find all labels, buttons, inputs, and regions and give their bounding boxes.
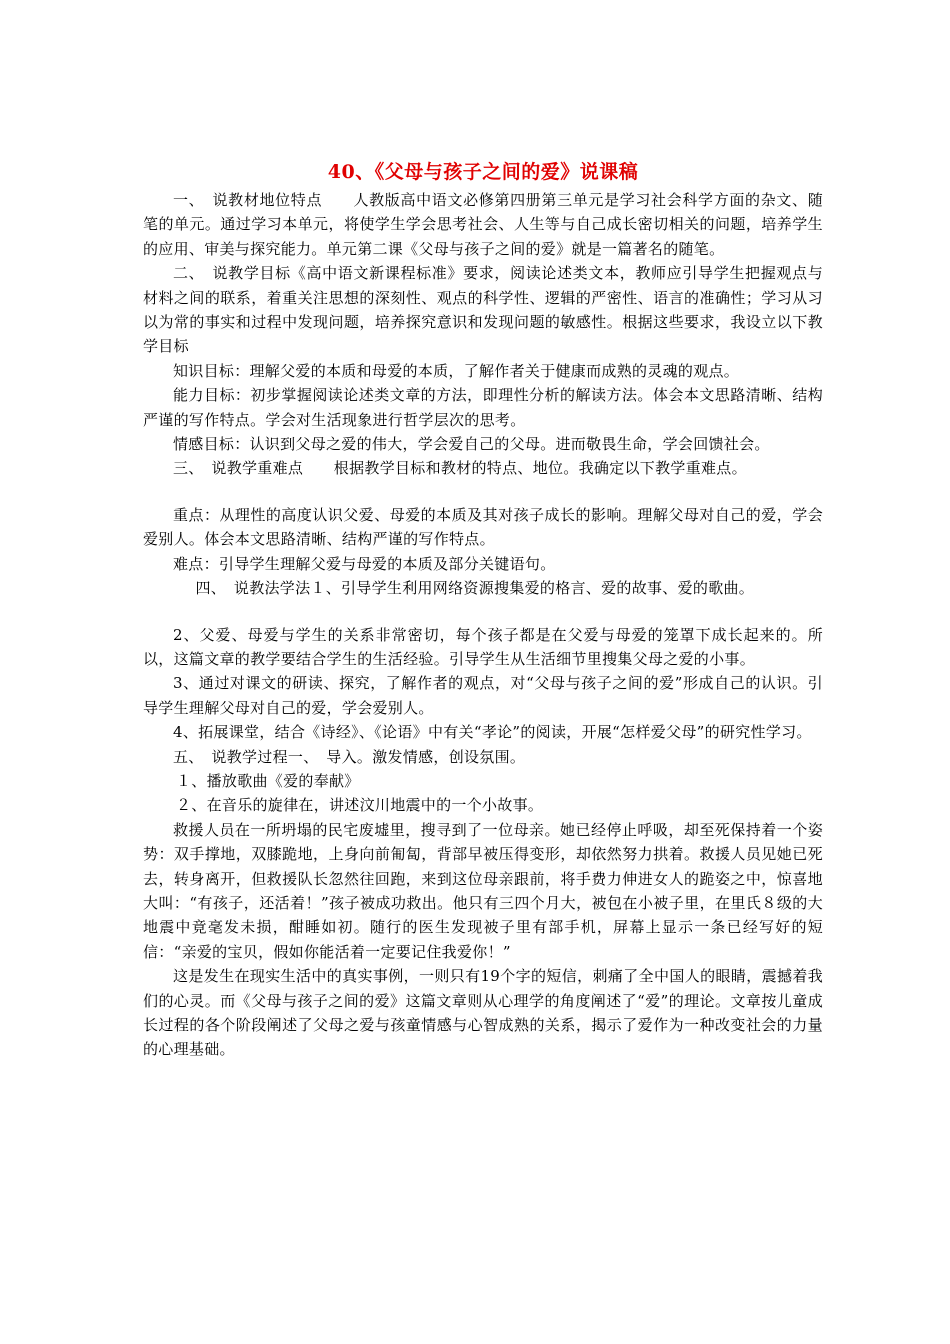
method-item-3: 3、通过对课文的研读、探究，了解作者的观点，对“父母与孩子之间的爱”形成自己的认识。引导学生理解父母对自己的爱，学会爱别人。: [143, 674, 823, 717]
difficult-point: 难点：引导学生理解父爱与母爱的本质及部分关键语句。: [173, 554, 556, 573]
goal-ability: 能力目标：初步掌握阅读论述类文章的方法，即理性分析的解读方法。体会本文思路清晰、结构严谨的写作特点。学会对生活现象进行哲学层次的思考。: [143, 386, 823, 429]
section-3-key-points: 三、 说教学重难点 根据教学目标和教材的特点、地位。我确定以下教学重难点。: [173, 459, 747, 478]
story-paragraph: 救援人员在一所坍塌的民宅废墟里，搜寻到了一位母亲。她已经停止呼吸，却至死保持着一个姿势：双手撑地，双膝跪地，上身向前匍匐，背部早被压得变形，却依然努力拱着。救援人员见她已死去，转身离开，但救援队长忽然往回跑，来到这位母亲跟前，将手费力伸进女人的跪姿之中，惊喜地大叫：“有孩子，还活着！”孩子被成功救出。他只有三四个月大，被包在小被子里，在里氏８级的大地震中竟毫发未损，酣睡如初。随行的医生发现被子里有部手机，屏幕上显示一条已经写好的短信：“亲爱的宝贝，假如你能活着一定要记住我爱你！”: [143, 820, 823, 961]
story-reflection: 这是发生在现实生活中的真实事例，一则只有19个字的短信，刺痛了全中国人的眼睛，震撼着我们的心灵。而《父母与孩子之间的爱》这篇文章则从心理学的角度阐述了“爱”的理论。文章按儿童成长过程的各个阶段阐述了父母之爱与孩童情感与心智成熟的关系，揭示了爱作为一种改变社会的力量的心理基础。: [143, 967, 823, 1059]
goal-knowledge: 知识目标：理解父爱的本质和母爱的本质，了解作者关于健康而成熟的灵魂的观点。: [173, 361, 740, 380]
method-item-4: 4、拓展课堂，结合《诗经》、《论语》中有关“孝论”的阅读，开展“怎样爱父母”的研究性学习。: [173, 723, 812, 742]
goal-emotion: 情感目标：认识到父母之爱的伟大，学会爱自己的父母。进而敬畏生命，学会回馈社会。: [173, 435, 770, 454]
section-4-methods: 四、 说教法学法１、引导学生利用网络资源搜集爱的格言、爱的故事、爱的歌曲。: [195, 579, 755, 598]
key-point: 重点：从理性的高度认识父爱、母爱的本质及其对孩子成长的影响。理解父母对自己的爱，学会爱别人。体会本文思路清晰、结构严谨的写作特点。: [143, 505, 823, 549]
document-title: 40、《父母与孩子之间的爱》说课稿: [327, 161, 639, 183]
section-1-textbook-position: 一、 说教材地位特点 人教版高中语文必修第四册第三单元是学习社会科学方面的杂文、随笔的单元。通过学习本单元，将使学生学会思考社会、人生等与自己成长密切相关的问题，培养学生的应用、审美与探究能力。单元第二课《父母与孩子之间的爱》就是一篇著名的随笔。: [143, 191, 823, 258]
document-page: [143, 158, 823, 1062]
process-step-2: ２、在音乐的旋律在，讲述汶川地震中的一个小故事。: [176, 796, 544, 815]
section-2-teaching-goals: 二、 说教学目标《高中语文新课程标准》要求，阅读论述类文本，教师应引导学生把握观点与材料之间的联系，着重关注思想的深刻性、观点的科学性、逻辑的严密性、语言的准确性；学习从习以为常的事实和过程中发现问题，培养探究意识和发现问题的敏感性。根据这些要求，我设立以下教学目标: [143, 264, 823, 356]
section-5-process: 五、 说教学过程一、 导入。激发情感，创设氛围。: [173, 747, 526, 766]
method-item-2: 2、父爱、母爱与学生的关系非常密切，每个孩子都是在父爱与母爱的笼罩下成长起来的。所以，这篇文章的教学要结合学生的生活经验。引导学生从生活细节里搜集父母之爱的小事。: [143, 625, 823, 668]
process-step-1: １、播放歌曲《爱的奉献》: [176, 771, 360, 790]
